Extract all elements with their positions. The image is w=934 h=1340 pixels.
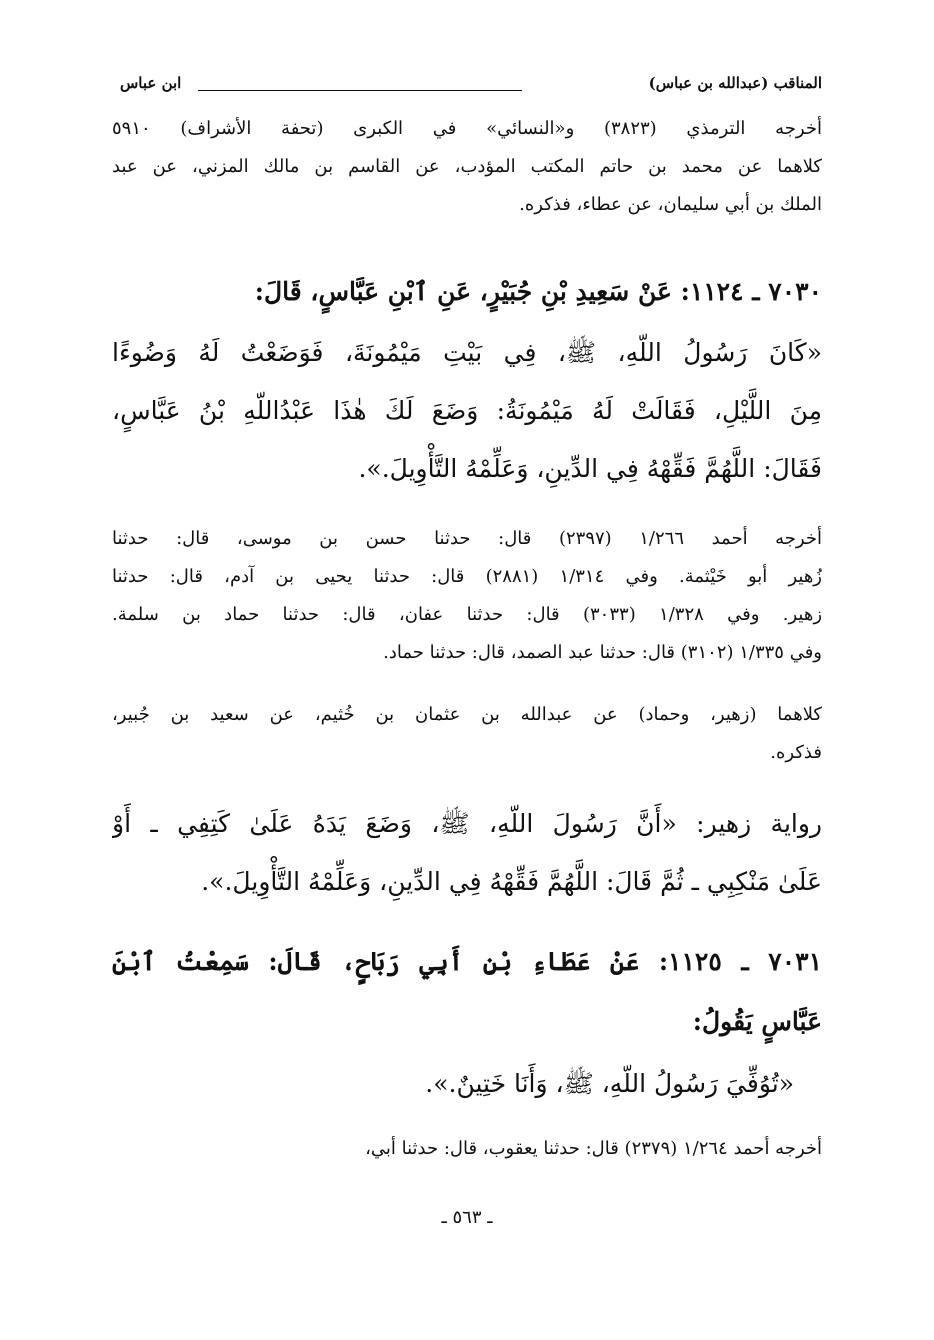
text-line: كلاهما (زهير، وحماد) عن عبدالله بن عثمان بن خُثيم، عن سعيد بن جُبير، [112, 704, 822, 725]
chapter-title: المناقب (عبدالله بن عباس) [648, 74, 822, 92]
running-header [120, 70, 822, 106]
text-line: أخرجه أحمد ١/٢٦٤ (٢٣٧٩) قال: حدثنا يعقوب، قال: حدثنا أبي، [365, 1138, 822, 1159]
text-line: عَلَىٰ مَنْكِبِي ـ ثُمَّ قَالَ: اللَّهُمَّ فَقِّهْهُ فِي الدِّينِ، وَعَلِّمْهُ التَّأْوِيلَ.». [201, 867, 822, 896]
section-title: ابن عباس [120, 74, 182, 92]
text-line: ٧٠٣٠ ـ ١١٢٤: عَنْ سَعِيدِ بْنِ جُبَيْرٍ، عَنِ ٱبْنِ عَبَّاسٍ، قَالَ: [254, 277, 822, 306]
hadith-matn [112, 1055, 794, 1113]
riwaya-matn [112, 795, 822, 911]
text-line: كلاهما عن محمد بن حاتم المكتب المؤدب، عن القاسم بن مالك المزني، عن عبد [112, 156, 822, 177]
hadith-heading [112, 262, 822, 322]
text-line: الملك بن أبي سليمان، عن عطاء، فذكره. [519, 194, 822, 215]
text-line: فَقَالَ: اللَّهُمَّ فَقِّهْهُ فِي الدِّينِ، وَعَلِّمْهُ التَّأْوِيلَ.». [358, 454, 822, 483]
takhrij-paragraph [112, 696, 822, 772]
takhrij-paragraph [112, 110, 822, 224]
text-line: مِنَ اللَّيْلِ، فَقَالَتْ لَهُ مَيْمُونَةُ: وَضَعَ لَكَ هٰذَا عَبْدُاللّهِ بْنُ عَبَّاسٍ، [112, 396, 822, 425]
header-rule [198, 90, 522, 91]
text-line: زهير. وفي ١/٣٢٨ (٣٠٣٣) قال: حدثنا عفان، قال: حدثنا حماد بن سلمة. [112, 604, 822, 625]
text-line: عَبَّاسٍ يَقُولُ: [692, 1007, 822, 1036]
text-line: «تُوُفِّيَ رَسُولُ اللّهِ، ﷺ، وَأَنَا خَتِينٌ.». [425, 1069, 794, 1098]
text-line: رواية زهير: «أَنَّ رَسُولَ اللّهِ، ﷺ، وَضَعَ يَدَهُ عَلَىٰ كَتِفِي ـ أَوْ [112, 809, 822, 838]
text-line: زُهير أبو خَيْثمة. وفي ١/٣١٤ (٢٨٨١) قال: حدثنا يحيى بن آدم، قال: حدثنا [112, 566, 822, 587]
text-line: أخرجه أحمد ١/٢٦٦ (٢٣٩٧) قال: حدثنا حسن بن موسى، قال: حدثنا [112, 528, 822, 549]
takhrij-paragraph [112, 1130, 822, 1168]
text-line: فذكره. [770, 742, 822, 763]
text-line: ٧٠٣١ ـ ١١٢٥: عَنْ عَطَاءِ بْنِ أَبِي رَبَاحٍ، قَالَ: سَمِعْتُ ٱبْنَ [112, 947, 822, 976]
text-line: «كَانَ رَسُولُ اللّهِ، ﷺ، فِي بَيْتِ مَيْمُونَةَ، فَوَضَعْتُ لَهُ وَضُوءًا [112, 338, 822, 367]
takhrij-paragraph [112, 520, 822, 672]
text-line: أخرجه الترمذي (٣٨٢٣) و«النسائي» في الكبرى (تحفة الأشراف) ٥٩١٠ [112, 118, 822, 139]
page-number: ـ ٥٦٣ ـ [441, 1207, 493, 1228]
hadith-matn [112, 324, 822, 498]
hadith-heading [112, 932, 822, 1052]
text-line: وفي ١/٣٣٥ (٣١٠٢) قال: حدثنا عبد الصمد، قال: حدثنا حماد. [383, 642, 822, 663]
